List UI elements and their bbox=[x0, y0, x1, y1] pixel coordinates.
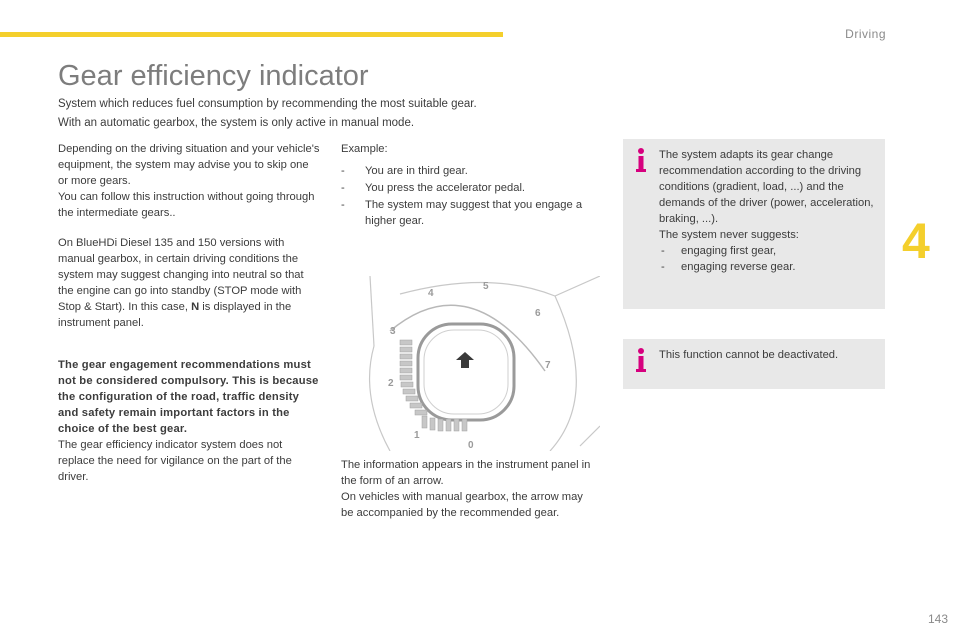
paragraph-bluehdi: On BlueHDi Diesel 135 and 150 versions with manual gearbox, in certain driving conditions the system may suggest changing into neutral so that the engine can go into standby (STOP mode with Stop & Start). In this case, N is displayed in the instrument panel. bbox=[58, 237, 304, 329]
paragraph-gear-skip: Depending on the driving situation and your vehicle's equipment, the system may advise you to skip one or more gears. You can follow this instruction without going through the intermediate gears.. bbox=[58, 143, 320, 219]
up-arrow-icon bbox=[456, 352, 474, 368]
middle-column bbox=[341, 141, 603, 230]
gear-label: 7 bbox=[545, 360, 551, 371]
intro-line-1: System which reduces fuel consumption by recommending the most suitable gear. bbox=[58, 98, 477, 110]
page-title: Gear efficiency indicator bbox=[58, 60, 369, 92]
gear-label: 0 bbox=[468, 440, 474, 451]
chapter-number: 4 bbox=[902, 213, 930, 269]
accent-bar bbox=[0, 32, 503, 37]
info-note-deactivate bbox=[623, 339, 885, 389]
rev-segments bbox=[400, 340, 467, 431]
page-number: 143 bbox=[927, 612, 948, 626]
note-text: The system adapts its gear change recommendation according to the driving conditions (gradient, load, ...) and the demands of the driver (power, acceleration, braking, ...). The system never suggests: - engaging first gear, - engaging reverse gear. bbox=[659, 147, 879, 275]
gear-label: 2 bbox=[388, 378, 394, 389]
gear-label: 4 bbox=[428, 288, 434, 299]
list-item: - You are in third gear. bbox=[341, 163, 603, 179]
info-note-adapts bbox=[623, 139, 885, 309]
example-steps bbox=[341, 163, 603, 229]
info-icon bbox=[635, 147, 647, 173]
instrument-panel-illustration bbox=[350, 276, 600, 451]
note-text: This function cannot be deactivated. bbox=[659, 349, 839, 361]
list-item: - The system may suggest that you engage a higher gear. bbox=[341, 197, 603, 229]
example-label: Example: bbox=[341, 143, 388, 155]
gear-label: 3 bbox=[390, 326, 396, 337]
info-icon bbox=[635, 347, 647, 373]
gear-label: 5 bbox=[483, 281, 489, 292]
neutral-symbol: N bbox=[191, 301, 200, 313]
section-header: Driving bbox=[845, 27, 886, 41]
warning-paragraph bbox=[58, 357, 320, 485]
warning-text: The gear efficiency indicator system does not replace the need for vigilance on the part of the driver. bbox=[58, 439, 292, 483]
intro-line-2: With an automatic gearbox, the system is only active in manual mode. bbox=[58, 117, 415, 129]
gear-label: 6 bbox=[535, 308, 541, 319]
warning-bold: The gear engagement recommendations must not be considered compulsory. This is because the configuration of the road, traffic density and safety remain important factors in the choice of the best gear. bbox=[58, 359, 319, 435]
gear-label: 1 bbox=[414, 430, 420, 441]
illustration-caption: The information appears in the instrument panel in the form of an arrow. On vehicles with manual gearbox, the arrow may be accompanied by the recommended gear. bbox=[341, 459, 591, 519]
left-column bbox=[58, 141, 320, 499]
list-item: - engaging reverse gear. bbox=[659, 259, 879, 275]
list-item: - engaging first gear, bbox=[659, 243, 879, 259]
list-item: - You press the accelerator pedal. bbox=[341, 180, 603, 196]
